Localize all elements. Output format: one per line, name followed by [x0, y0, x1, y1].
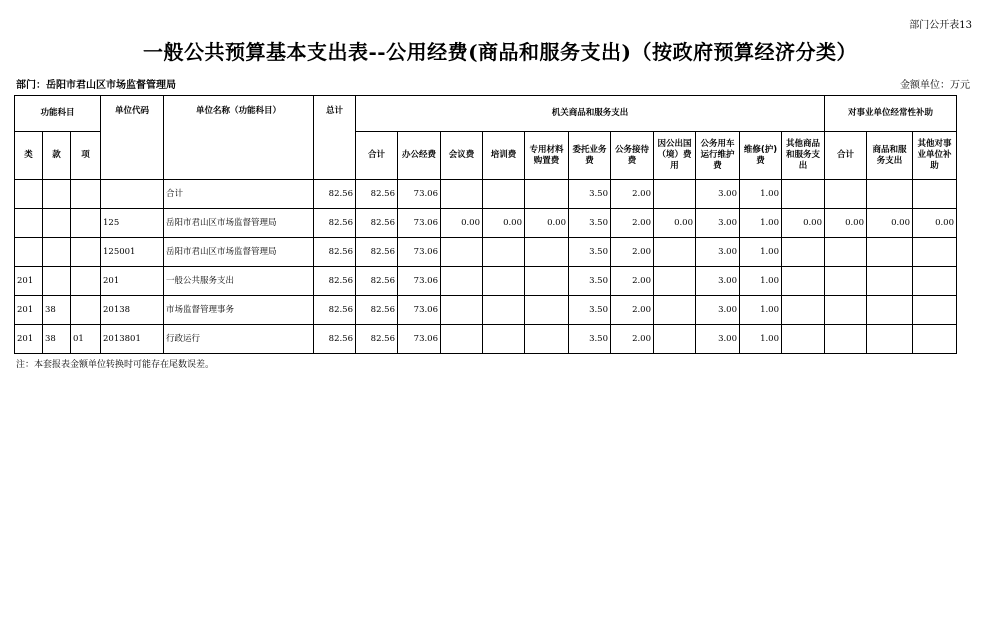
cell-unit-name: 行政运行 [164, 325, 314, 354]
cell-amount [913, 296, 957, 325]
cell-lei [15, 238, 43, 267]
cell-amount: 0.00 [782, 209, 825, 238]
table-row [15, 180, 957, 209]
cell-xiang [71, 209, 101, 238]
cell-total: 82.56 [314, 267, 356, 296]
cell-lei [15, 209, 43, 238]
header-col: 合计 [356, 132, 398, 180]
cell-amount [483, 180, 525, 209]
cell-lei: 201 [15, 325, 43, 354]
form-number: 部门公开表13 [909, 20, 972, 31]
cell-xiang: 01 [71, 325, 101, 354]
cell-kuan [43, 209, 71, 238]
table-row [15, 238, 957, 267]
cell-amount: 82.56 [356, 238, 398, 267]
cell-unit-code: 2013801 [101, 325, 164, 354]
cell-amount [654, 180, 696, 209]
header-col: 合计 [825, 132, 867, 180]
cell-amount [441, 325, 483, 354]
table-row [15, 209, 957, 238]
cell-amount: 3.00 [696, 325, 740, 354]
cell-kuan [43, 180, 71, 209]
cell-amount: 3.00 [696, 180, 740, 209]
cell-amount: 3.50 [569, 209, 611, 238]
table-row [15, 267, 957, 296]
header-col: 委托业务费 [569, 132, 611, 180]
cell-amount: 73.06 [398, 209, 441, 238]
header-xiang: 项 [71, 132, 101, 180]
cell-amount: 2.00 [611, 296, 654, 325]
cell-amount: 82.56 [356, 209, 398, 238]
cell-amount [867, 238, 913, 267]
cell-lei: 201 [15, 296, 43, 325]
cell-amount [441, 296, 483, 325]
cell-amount: 3.50 [569, 296, 611, 325]
cell-amount: 82.56 [356, 296, 398, 325]
cell-amount: 3.50 [569, 238, 611, 267]
cell-amount: 0.00 [525, 209, 569, 238]
cell-unit-name: 岳阳市君山区市场监督管理局 [164, 238, 314, 267]
cell-amount: 0.00 [867, 209, 913, 238]
cell-amount [782, 180, 825, 209]
cell-amount [483, 296, 525, 325]
header-col: 其他商品和服务支出 [782, 132, 825, 180]
cell-amount: 0.00 [441, 209, 483, 238]
cell-amount: 73.06 [398, 325, 441, 354]
cell-amount [525, 267, 569, 296]
cell-amount: 1.00 [740, 180, 782, 209]
cell-kuan: 38 [43, 296, 71, 325]
cell-lei [15, 180, 43, 209]
cell-amount [825, 180, 867, 209]
cell-unit-code: 125 [101, 209, 164, 238]
cell-total: 82.56 [314, 238, 356, 267]
cell-kuan [43, 267, 71, 296]
header-col: 公务接待费 [611, 132, 654, 180]
cell-amount [654, 325, 696, 354]
header-total: 总计 [314, 96, 356, 180]
header-subsidy-group: 对事业单位经常性补助 [825, 96, 957, 132]
cell-amount: 1.00 [740, 238, 782, 267]
header-unit-name: 单位名称（功能科目） [164, 96, 314, 180]
cell-unit-code: 125001 [101, 238, 164, 267]
cell-total: 82.56 [314, 180, 356, 209]
cell-amount [825, 267, 867, 296]
cell-amount [441, 180, 483, 209]
expenditure-table [14, 95, 957, 354]
cell-amount [483, 267, 525, 296]
cell-amount [483, 325, 525, 354]
cell-amount [525, 325, 569, 354]
header-lei: 类 [15, 132, 43, 180]
cell-unit-code [101, 180, 164, 209]
department-label: 部门：岳阳市君山区市场监督管理局 [16, 80, 176, 91]
table-row [15, 296, 957, 325]
cell-amount: 3.50 [569, 325, 611, 354]
cell-unit-code: 20138 [101, 296, 164, 325]
cell-amount: 73.06 [398, 267, 441, 296]
cell-amount [825, 296, 867, 325]
cell-total: 82.56 [314, 296, 356, 325]
header-col: 专用材料购置费 [525, 132, 569, 180]
cell-amount [913, 238, 957, 267]
cell-amount [525, 238, 569, 267]
page-title: 一般公共预算基本支出表--公用经费(商品和服务支出)（按政府预算经济分类） [142, 40, 858, 64]
cell-amount: 1.00 [740, 209, 782, 238]
cell-amount [782, 325, 825, 354]
cell-total: 82.56 [314, 325, 356, 354]
cell-unit-code: 201 [101, 267, 164, 296]
cell-amount: 3.50 [569, 267, 611, 296]
cell-amount [654, 267, 696, 296]
cell-amount [441, 267, 483, 296]
header-col: 公务用车运行维护费 [696, 132, 740, 180]
header-unit-code: 单位代码 [101, 96, 164, 180]
cell-unit-name: 一般公共服务支出 [164, 267, 314, 296]
header-col: 商品和服务支出 [867, 132, 913, 180]
cell-lei: 201 [15, 267, 43, 296]
cell-amount [867, 296, 913, 325]
cell-amount: 2.00 [611, 267, 654, 296]
amount-unit-label: 金额单位：万元 [900, 80, 970, 91]
cell-amount: 0.00 [483, 209, 525, 238]
cell-amount: 82.56 [356, 180, 398, 209]
cell-unit-name: 合计 [164, 180, 314, 209]
cell-amount: 3.00 [696, 209, 740, 238]
cell-amount: 0.00 [825, 209, 867, 238]
cell-amount [525, 296, 569, 325]
cell-amount: 73.06 [398, 238, 441, 267]
header-col: 其他对事业单位补助 [913, 132, 957, 180]
cell-total: 82.56 [314, 209, 356, 238]
cell-amount [913, 325, 957, 354]
header-col: 维修(护)费 [740, 132, 782, 180]
cell-amount [525, 180, 569, 209]
cell-unit-name: 市场监督管理事务 [164, 296, 314, 325]
cell-amount [782, 238, 825, 267]
cell-amount [782, 267, 825, 296]
cell-amount: 2.00 [611, 180, 654, 209]
header-goods-services-group: 机关商品和服务支出 [356, 96, 825, 132]
cell-amount [654, 238, 696, 267]
cell-amount: 1.00 [740, 296, 782, 325]
cell-amount: 82.56 [356, 325, 398, 354]
cell-amount [483, 238, 525, 267]
cell-amount: 0.00 [654, 209, 696, 238]
header-col: 培训费 [483, 132, 525, 180]
cell-amount [867, 325, 913, 354]
cell-amount: 73.06 [398, 180, 441, 209]
cell-amount: 3.00 [696, 267, 740, 296]
cell-amount: 2.00 [611, 325, 654, 354]
cell-amount: 82.56 [356, 267, 398, 296]
cell-amount: 1.00 [740, 325, 782, 354]
cell-xiang [71, 267, 101, 296]
cell-amount [867, 180, 913, 209]
header-col: 会议费 [441, 132, 483, 180]
cell-amount: 3.00 [696, 238, 740, 267]
cell-kuan: 38 [43, 325, 71, 354]
table-row [15, 325, 957, 354]
cell-amount: 3.00 [696, 296, 740, 325]
cell-xiang [71, 238, 101, 267]
cell-amount [782, 296, 825, 325]
cell-kuan [43, 238, 71, 267]
table-body [15, 180, 957, 354]
header-col: 办公经费 [398, 132, 441, 180]
cell-amount: 3.50 [569, 180, 611, 209]
cell-amount [867, 267, 913, 296]
header-kuan: 款 [43, 132, 71, 180]
cell-amount: 2.00 [611, 238, 654, 267]
cell-amount: 1.00 [740, 267, 782, 296]
cell-amount [825, 325, 867, 354]
footnote: 注：本套报表金额单位转换时可能存在尾数误差。 [16, 360, 215, 370]
cell-amount: 73.06 [398, 296, 441, 325]
cell-xiang [71, 180, 101, 209]
header-func-subject: 功能科目 [15, 96, 101, 132]
cell-amount [913, 267, 957, 296]
cell-amount: 2.00 [611, 209, 654, 238]
cell-amount [913, 180, 957, 209]
cell-amount: 0.00 [913, 209, 957, 238]
cell-amount [825, 238, 867, 267]
cell-unit-name: 岳阳市君山区市场监督管理局 [164, 209, 314, 238]
cell-amount [654, 296, 696, 325]
cell-amount [441, 238, 483, 267]
cell-xiang [71, 296, 101, 325]
header-col: 因公出国（境）费用 [654, 132, 696, 180]
